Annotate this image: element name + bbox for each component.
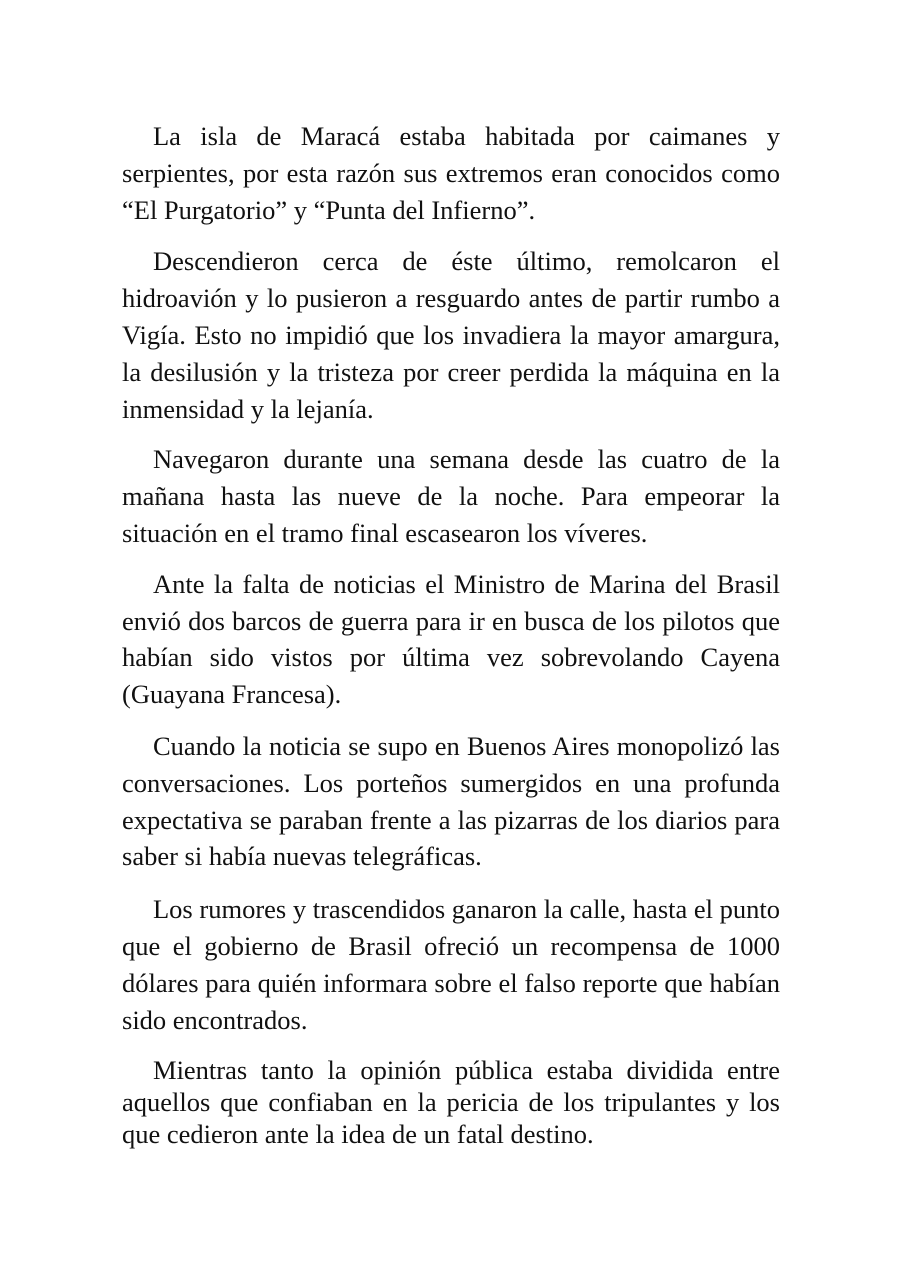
- paragraph: Mientras tanto la opinión pública estaba dividida entre aquellos que confiaban en la pericia de los tripulantes y los que cedieron ante la idea de un fatal destino.: [122, 1055, 780, 1150]
- paragraph: Los rumores y trascendidos ganaron la calle, hasta el punto que el gobierno de Brasil ofreció un recompensa de 1000 dólares para quién informara sobre el falso reporte que habían sido encontrados.: [122, 894, 780, 1035]
- paragraph: La isla de Maracá estaba habitada por caimanes y serpientes, por esta razón sus extremos eran conocidos como “El Purgatorio” y “Punta del Infierno”.: [122, 121, 780, 225]
- paragraph: Cuando la noticia se supo en Buenos Aires monopolizó las conversaciones. Los porteños sumergidos en una profunda expectativa se paraban frente a las pizarras de los diarios para saber si había nuevas telegráficas.: [122, 730, 780, 872]
- body-text: [122, 118, 780, 1150]
- paragraph: Descendieron cerca de éste último, remolcaron el hidroavión y lo pusieron a resguardo antes de partir rumbo a Vigía. Esto no impidió que los invadiera la mayor amargura, la desilusión y la tristeza por creer perdida la máquina en la inmensidad y la lejanía.: [122, 246, 780, 424]
- paragraph: Navegaron durante una semana desde las cuatro de la mañana hasta las nueve de la noche. Para empeorar la situación en el tramo final escasearon los víveres.: [122, 444, 780, 548]
- paragraph: Ante la falta de noticias el Ministro de Marina del Brasil envió dos barcos de guerra para ir en busca de los pilotos que habían sido vistos por última vez sobrevolando Cayena (Guayana Francesa).: [122, 568, 780, 710]
